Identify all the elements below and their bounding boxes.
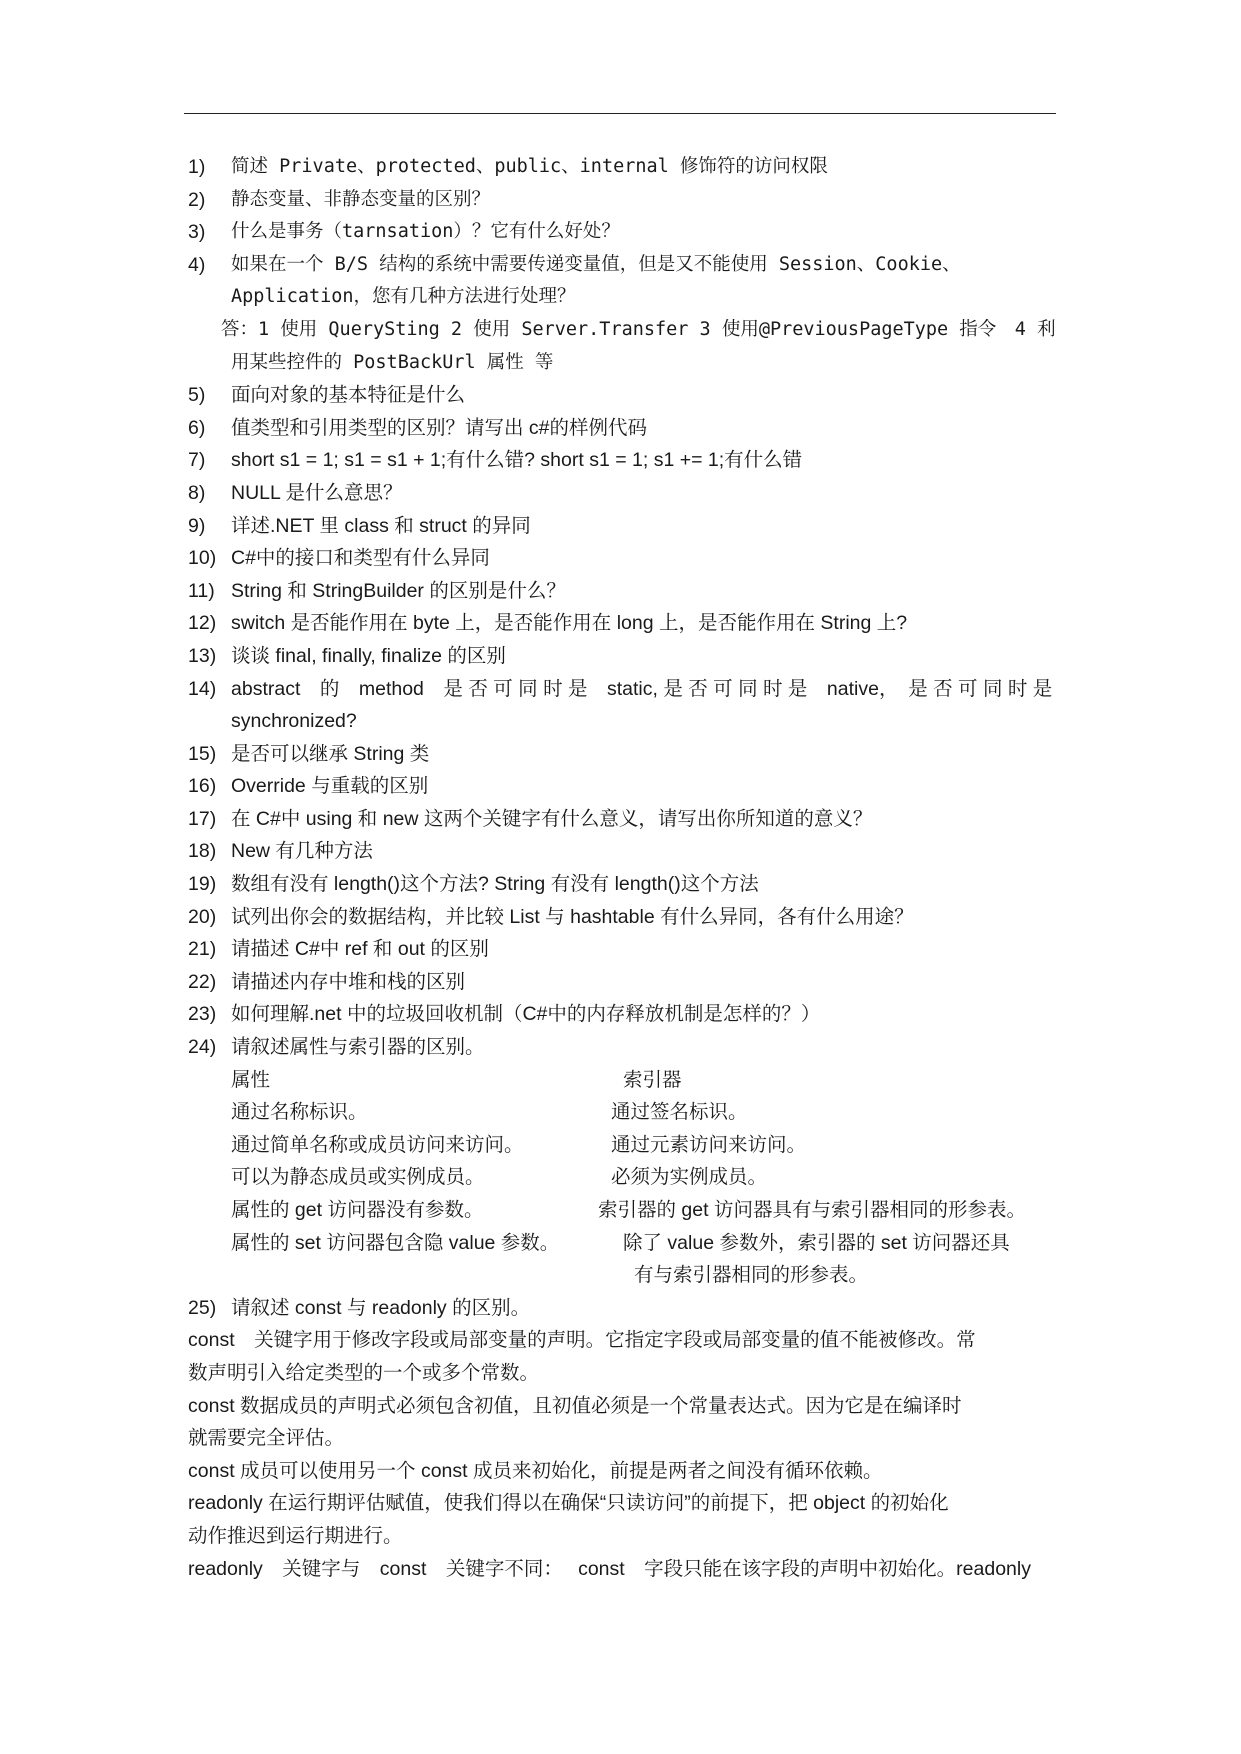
compare-row	[188, 1227, 1088, 1260]
item-number: 18)	[188, 840, 217, 863]
paragraph-text: 就需要完全评估。	[188, 1427, 345, 1450]
item-number: 1)	[188, 156, 206, 178]
item-number: 24)	[188, 1036, 217, 1059]
item-text: Override 与重载的区别	[231, 775, 429, 798]
item-number: 21)	[188, 938, 217, 961]
item-number: 11)	[188, 579, 215, 602]
compare-right: 必须为实例成员。	[611, 1166, 768, 1189]
answer-line	[188, 347, 1088, 380]
list-item	[188, 868, 1088, 901]
item-number: 3)	[188, 221, 206, 244]
item-text: 试列出你会的数据结构，并比较 List 与 hashtable 有什么异同，各有什么用途？	[231, 905, 914, 928]
list-item	[188, 673, 1088, 706]
list-item-continuation	[188, 281, 1088, 314]
compare-head-left: 属性	[231, 1068, 271, 1091]
item-number: 25)	[188, 1296, 217, 1319]
item-text: NULL 是什么意思？	[231, 481, 403, 504]
item-text: 是否可以继承 String 类	[231, 742, 430, 765]
item-text: short s1 = 1; s1 = s1 + 1;有什么错? short s1 = 1; s1 += 1;有什么错	[231, 449, 803, 472]
list-item	[188, 216, 1088, 249]
item-text: 请叙述 const 与 readonly 的区别。	[231, 1296, 531, 1319]
compare-row	[188, 1161, 1088, 1194]
paragraph-text: const 关键字用于修改字段或局部变量的声明。它指定字段或局部变量的值不能被修改。常	[188, 1329, 976, 1352]
compare-right: 通过元素访问来访问。	[611, 1133, 807, 1156]
item-number: 17)	[188, 807, 217, 830]
item-number: 5)	[188, 384, 206, 407]
list-item	[188, 835, 1088, 868]
list-item	[188, 738, 1088, 771]
item-text: 在 C#中 using 和 new 这两个关键字有什么意义，请写出你所知道的意义？	[231, 807, 873, 830]
list-item	[188, 184, 1088, 217]
compare-right: 除了 value 参数外，索引器的 set 访问器还具	[623, 1231, 1010, 1254]
list-item	[188, 966, 1088, 999]
paragraph-text: readonly 在运行期评估赋值，使我们得以在确保“只读访问”的前提下，把 object 的初始化	[188, 1492, 949, 1515]
list-item	[188, 1292, 1088, 1325]
item-text: 面向对象的基本特征是什么	[231, 384, 466, 407]
list-item	[188, 477, 1088, 510]
compare-row-continuation	[188, 1259, 1088, 1292]
paragraph-text: const 数据成员的声明式必须包含初值，且初值必须是一个常量表达式。因为它是在编译时	[188, 1394, 962, 1417]
item-text: New 有几种方法	[231, 840, 373, 863]
compare-left: 可以为静态成员或实例成员。	[231, 1166, 485, 1189]
item-number: 2)	[188, 188, 206, 211]
paragraph-line	[188, 1324, 1088, 1357]
answer-line	[188, 314, 1088, 347]
item-text: 数组有没有 length()这个方法? String 有没有 length()这个方法	[231, 873, 759, 896]
item-text: switch 是否能作用在 byte 上，是否能作用在 long 上，是否能作用在 String 上?	[231, 612, 908, 635]
paragraph-text: 数声明引入给定类型的一个或多个常数。	[188, 1361, 540, 1384]
item-text: String 和 StringBuilder 的区别是什么？	[231, 579, 566, 602]
paragraph-text: readonly 关键字与 const 关键字不同： const 字段只能在该字段的声明中初始化。readonly	[188, 1557, 1031, 1580]
compare-right: 通过签名标识。	[611, 1101, 748, 1124]
item-number: 23)	[188, 1003, 217, 1026]
item-number: 13)	[188, 644, 217, 667]
item-text: 请叙述属性与索引器的区别。	[231, 1036, 485, 1059]
list-item	[188, 444, 1088, 477]
list-item	[188, 770, 1088, 803]
paragraph-line	[188, 1487, 1088, 1520]
answer-text: 答：1 使用 QuerySting 2 使用 Server.Transfer 3 使用@PreviousPageType 指令 4 利	[221, 318, 1056, 340]
compare-head-right: 索引器	[623, 1068, 682, 1091]
item-number: 4)	[188, 253, 206, 276]
document-body	[188, 151, 1088, 1585]
compare-row	[188, 1194, 1088, 1227]
list-item	[188, 249, 1088, 282]
item-text: 详述.NET 里 class 和 struct 的异同	[231, 514, 531, 537]
paragraph-line	[188, 1455, 1088, 1488]
compare-right: 索引器的 get 访问器具有与索引器相同的形参表。	[598, 1199, 1026, 1221]
item-text: 值类型和引用类型的区别？请写出 c#的样例代码	[231, 416, 648, 439]
item-number: 9)	[188, 514, 206, 537]
item-number: 22)	[188, 970, 217, 993]
item-text: Application，您有几种方法进行处理？	[231, 286, 576, 308]
item-number: 20)	[188, 905, 217, 928]
paragraph-text: const 成员可以使用另一个 const 成员来初始化，前提是两者之间没有循环依赖。	[188, 1459, 883, 1482]
compare-left: 通过名称标识。	[231, 1101, 368, 1124]
item-number: 10)	[188, 547, 217, 570]
item-number: 6)	[188, 416, 206, 439]
item-text: C#中的接口和类型有什么异同	[231, 547, 490, 570]
paragraph-line	[188, 1553, 1088, 1586]
item-text: 谈谈 final, finally, finalize 的区别	[231, 644, 506, 667]
paragraph-line	[188, 1422, 1088, 1455]
list-item	[188, 640, 1088, 673]
header-rule	[184, 113, 1056, 114]
paragraph-line	[188, 1520, 1088, 1553]
item-number: 14)	[188, 677, 217, 700]
answer-text: 用某些控件的 PostBackUrl 属性 等	[231, 351, 554, 373]
item-number: 16)	[188, 775, 217, 798]
item-text: 请描述内存中堆和栈的区别	[231, 970, 466, 993]
list-item	[188, 379, 1088, 412]
item-text: 请描述 C#中 ref 和 out 的区别	[231, 938, 489, 961]
paragraph-line	[188, 1390, 1088, 1423]
compare-table-header	[188, 1064, 1088, 1097]
item-number: 19)	[188, 873, 217, 896]
list-item	[188, 510, 1088, 543]
list-item	[188, 998, 1088, 1031]
list-item	[188, 542, 1088, 575]
item-number: 12)	[188, 612, 217, 635]
item-text: 静态变量、非静态变量的区别？	[231, 188, 491, 210]
item-number: 8)	[188, 481, 206, 504]
compare-left: 属性的 get 访问器没有参数。	[231, 1199, 484, 1221]
list-item	[188, 607, 1088, 640]
list-item	[188, 151, 1088, 184]
compare-left: 属性的 set 访问器包含隐 value 参数。	[231, 1231, 560, 1254]
list-item	[188, 1031, 1088, 1064]
item-text: 什么是事务（tarnsation）？它有什么好处？	[231, 221, 620, 243]
list-item	[188, 901, 1088, 934]
list-item	[188, 803, 1088, 836]
compare-right: 有与索引器相同的形参表。	[634, 1264, 869, 1287]
paragraph-text: 动作推迟到运行期进行。	[188, 1524, 403, 1547]
compare-left: 通过简单名称或成员访问来访问。	[231, 1133, 524, 1156]
list-item	[188, 575, 1088, 608]
item-text: abstract 的 method 是 否 可 同 时 是 static, 是 否 可 同 时 是 native， 是 否 可 同 时 是	[231, 677, 1053, 700]
paragraph-line	[188, 1357, 1088, 1390]
item-text: 如果在一个 B/S 结构的系统中需要传递变量值，但是又不能使用 Session、Cookie、	[231, 253, 961, 275]
compare-row	[188, 1096, 1088, 1129]
item-number: 7)	[188, 449, 206, 472]
item-number: 15)	[188, 742, 217, 765]
list-item-continuation	[188, 705, 1088, 738]
item-text: synchronized?	[231, 710, 357, 733]
item-text: 简述 Private、protected、public、internal 修饰符的访问权限	[231, 156, 828, 177]
item-text: 如何理解.net 中的垃圾回收机制（C#中的内存释放机制是怎样的？）	[231, 1003, 821, 1026]
list-item	[188, 412, 1088, 445]
list-item	[188, 933, 1088, 966]
compare-row	[188, 1129, 1088, 1162]
